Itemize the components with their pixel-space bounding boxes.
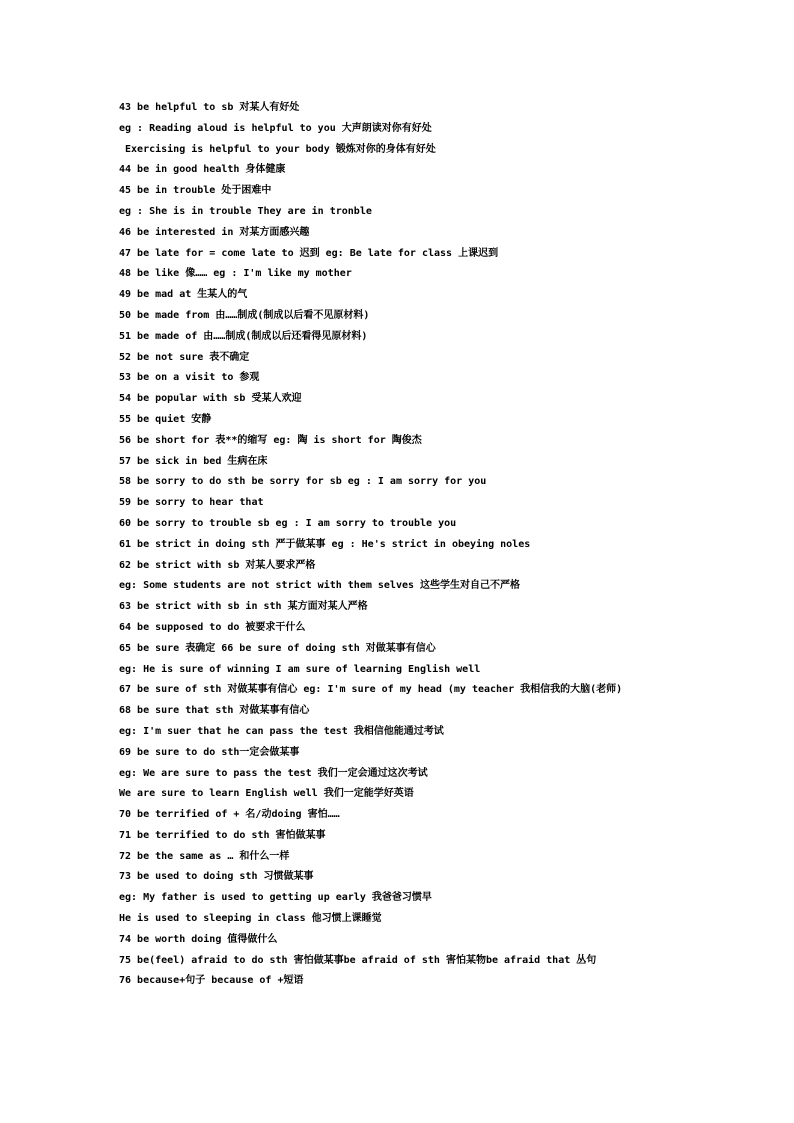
text-line: 69 be sure to do sth一定会做某事 — [119, 746, 300, 758]
text-line: 59 be sorry to hear that — [119, 497, 264, 509]
text-line: 65 be sure 表确定 66 be sure of doing sth 对做某事有信心 — [119, 642, 436, 654]
text-line: 76 because+句子 because of +短语 — [119, 975, 304, 987]
text-line: 48 be like 像…… eg : I'm like my mother — [119, 268, 352, 280]
text-line: 52 be not sure 表不确定 — [119, 351, 250, 363]
text-line: 46 be interested in 对某方面感兴趣 — [119, 226, 310, 238]
text-line: 62 be strict with sb 对某人要求严格 — [119, 559, 316, 571]
text-line: eg: Some students are not strict with them selves 这些学生对自己不严格 — [119, 580, 521, 592]
text-line: eg : Reading aloud is helpful to you 大声朗读对你有好处 — [119, 122, 432, 134]
text-line: 51 be made of 由……制成(制成以后还看得见原材料) — [119, 330, 368, 342]
text-line: 55 be quiet 安静 — [119, 413, 212, 425]
text-line: Exercising is helpful to your body 锻炼对你的身体有好处 — [119, 143, 436, 155]
text-line: 64 be supposed to do 被要求干什么 — [119, 621, 306, 633]
text-line: He is used to sleeping in class 他习惯上课睡觉 — [119, 913, 382, 925]
text-line: 57 be sick in bed 生病在床 — [119, 455, 268, 467]
text-line: eg: My father is used to getting up early 我爸爸习惯早 — [119, 892, 432, 904]
text-line: 73 be used to doing sth 习惯做某事 — [119, 871, 314, 883]
text-line: 56 be short for 表**的缩写 eg: 陶 is short for 陶俊杰 — [119, 434, 422, 446]
text-line: 67 be sure of sth 对做某事有信心 eg: I'm sure of my head (my teacher 我相信我的大脑(老师) — [119, 684, 623, 696]
text-line: eg : She is in trouble They are in tronble — [119, 205, 372, 217]
text-line: 45 be in trouble 处于困难中 — [119, 185, 272, 197]
text-block — [119, 98, 779, 992]
text-line: 70 be terrified of + 名/动doing 害怕…… — [119, 809, 340, 821]
text-line: eg: I'm suer that he can pass the test 我相信他能通过考试 — [119, 725, 444, 737]
text-line: 74 be worth doing 值得做什么 — [119, 933, 278, 945]
text-line: 72 be the same as … 和什么一样 — [119, 850, 290, 862]
text-line: 47 be late for = come late to 迟到 eg: Be late for class 上课迟到 — [119, 247, 499, 259]
text-line: 71 be terrified to do sth 害怕做某事 — [119, 829, 326, 841]
text-line: 44 be in good health 身体健康 — [119, 164, 286, 176]
text-line: 49 be mad at 生某人的气 — [119, 289, 248, 301]
text-line: 43 be helpful to sb 对某人有好处 — [119, 102, 300, 113]
text-line: 58 be sorry to do sth be sorry for sb eg : I am sorry for you — [119, 476, 487, 488]
text-line: 54 be popular with sb 受某人欢迎 — [119, 393, 302, 405]
text-line: 50 be made from 由……制成(制成以后看不见原材料) — [119, 309, 370, 321]
text-line: 63 be strict with sb in sth 某方面对某人严格 — [119, 601, 368, 613]
text-line: eg: We are sure to pass the test 我们一定会通过这次考试 — [119, 767, 428, 779]
text-line: 68 be sure that sth 对做某事有信心 — [119, 705, 310, 717]
text-line: eg: He is sure of winning I am sure of learning English well — [119, 663, 481, 675]
text-line: 75 be(feel) afraid to do sth 害怕做某事be afraid of sth 害怕某物be afraid that 丛句 — [119, 954, 597, 966]
text-line: 53 be on a visit to 参观 — [119, 372, 260, 384]
text-line: We are sure to learn English well 我们一定能学好英语 — [119, 788, 414, 800]
text-line: 60 be sorry to trouble sb eg : I am sorry to trouble you — [119, 517, 457, 529]
text-line: 61 be strict in doing sth 严于做某事 eg : He's strict in obeying noles — [119, 538, 531, 550]
